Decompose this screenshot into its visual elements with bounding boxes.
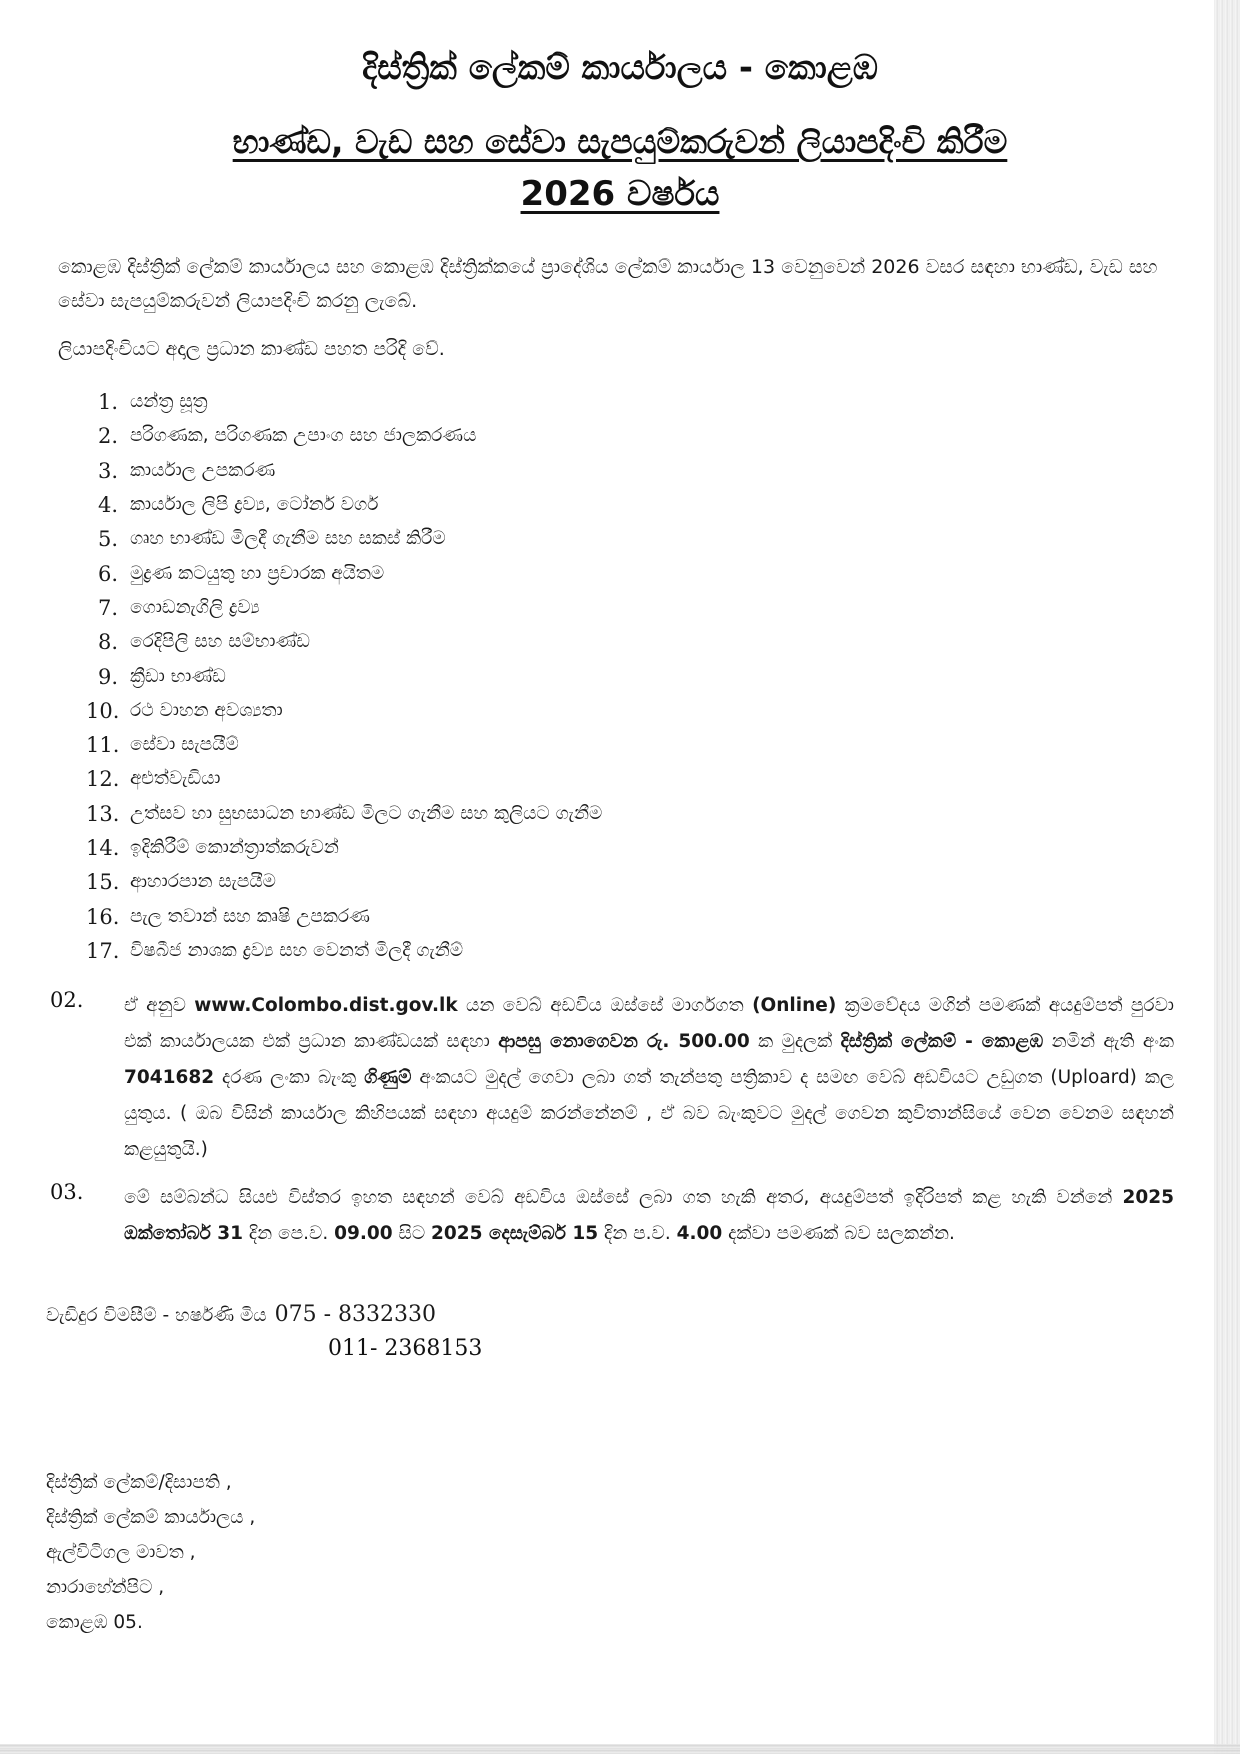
list-item xyxy=(86,385,602,419)
phone-landline: 011- 2368153 xyxy=(328,1336,483,1361)
year-title-text: 2026 වර්ෂය xyxy=(520,174,720,214)
category-label: රථ වාහන අවශ්‍යතා xyxy=(130,699,283,721)
list-item xyxy=(86,659,602,693)
list-item xyxy=(86,556,602,590)
list-item xyxy=(86,591,602,625)
category-number: 9. xyxy=(97,664,118,689)
category-label: සේවා සැපයීම් xyxy=(130,734,239,756)
list-item xyxy=(86,419,602,453)
category-number: 3. xyxy=(97,458,118,483)
category-number: 10. xyxy=(86,698,120,723)
category-label: කාර්යාල ලිපි ද්‍රව්‍ය, ටෝනර් වර්ග xyxy=(130,494,379,516)
address-line: ඇල්විටිගල මාවත , xyxy=(46,1542,196,1563)
section-02-part: යන වෙබ් අඩවිය ඔස්සේ මාර්ගගත xyxy=(457,995,753,1016)
scan-edge-bottom xyxy=(0,1744,1240,1754)
list-item xyxy=(86,728,602,762)
address-line: දිස්ත්‍රික් ලේකම් කාර්යාලය , xyxy=(46,1507,256,1528)
category-number: 8. xyxy=(97,630,118,655)
category-number: 14. xyxy=(86,836,120,860)
category-list xyxy=(86,385,602,968)
intro-paragraph: කොළඹ දිස්ත්‍රික් ලේකම් කාර්යාලය සහ කොළඹ දිස්ත්‍රික්කයේ ප්‍රාදේශිය ලේකම් කාර්යාල 13 වෙනුවෙන් 2026 වසර සඳහා භාණ්ඩ, වැඩ සහ සේවා සැපයුම්කරුවන් ලියාපදිංචි කරනු ලැබේ. xyxy=(58,256,1158,312)
account-type: ගිණුම් xyxy=(364,1067,412,1088)
category-label: කාර්යාල උපකරණ xyxy=(130,459,276,481)
website-link[interactable]: www.Colombo.dist.gov.lk xyxy=(194,995,458,1016)
category-label: උත්සව හා සුභසාධන භාණ්ඩ මිලට ගැනීම සහ කුලියට ගැනීම xyxy=(130,802,603,824)
section-03-part: සිට xyxy=(392,1223,432,1244)
section-03-part: දක්වා පමණක් බව සලකන්න. xyxy=(722,1223,955,1244)
list-item xyxy=(86,762,602,796)
section-03-part: මේ සම්බන්ධ සියළු විස්තර ඉහත සඳහන් වෙබ් අඩවිය ඔස්සේ ලබා ගත හැකි අතර, අයදුම්පත් ඉදිරිපත් කළ හැකි වන්නේ xyxy=(124,1187,1123,1208)
categories-intro: ලියාපදිංචියට අදාල ප්‍රධාන කාණ්ඩ පහත පරිදි වේ. xyxy=(58,338,445,360)
address-block xyxy=(46,1465,255,1640)
phone-mobile: 075 - 8332330 xyxy=(274,1302,436,1327)
section-03-text xyxy=(124,1180,1174,1252)
address-line: නාරාහේන්පිට , xyxy=(46,1577,165,1598)
category-number: 15. xyxy=(86,870,120,895)
list-item xyxy=(86,694,602,728)
section-02-part: ක මුදලක් xyxy=(749,1031,841,1052)
list-item xyxy=(86,522,602,556)
category-label: ගොඩනැගිලි ද්‍රව්‍ය xyxy=(130,596,260,618)
section-03-part: දින ප.ව. xyxy=(598,1223,677,1244)
list-item xyxy=(86,831,602,865)
list-item xyxy=(86,934,602,968)
category-number: 12. xyxy=(86,767,120,792)
category-number: 6. xyxy=(97,561,118,586)
contact-line xyxy=(46,1302,436,1327)
list-item xyxy=(86,488,602,522)
category-number: 1. xyxy=(97,390,118,415)
section-02-text xyxy=(124,988,1174,1168)
start-time: 09.00 xyxy=(334,1223,393,1244)
category-label: පැල තවාන් සහ කෘෂි උපකරණ xyxy=(130,905,370,927)
fee-amount: ආපසු නොගෙවන රු. 500.00 xyxy=(498,1031,750,1052)
section-02-part: නමින් ඇති අංක xyxy=(1043,1031,1174,1052)
contact-label: වැඩිදුර විමසීම් - හර්ෂණි මිය xyxy=(46,1305,267,1326)
category-number: 7. xyxy=(97,595,118,620)
list-item xyxy=(86,454,602,488)
category-number: 16. xyxy=(86,904,120,929)
category-label: පරිගණක, පරිගණක උපාංග සහ ජාලකරණය xyxy=(130,425,477,447)
end-time: 4.00 xyxy=(676,1223,723,1244)
category-label: යන්ත්‍ර සූත්‍ර xyxy=(130,391,208,413)
category-label: විෂබීජ නාශක ද්‍රව්‍ය සහ වෙනත් මිලදී ගැනීම් xyxy=(130,939,464,961)
online-label: (Online) xyxy=(752,995,837,1016)
office-heading: දිස්ත්‍රික් ලේකම් කාර්යාලය - කොළඹ xyxy=(362,48,878,88)
section-02-part: දරණ ලංකා බැංකු xyxy=(214,1067,365,1088)
category-number: 4. xyxy=(97,493,118,518)
category-label: ආහාරපාන සැපයීම xyxy=(130,871,276,893)
section-02-part: අංකයට මුදල් ගෙවා ලබා ගත් තැන්පතු පත්‍රිකාව ද සමඟ වෙබ් අඩවියට උඩුගත (Uploard) කල යුතුය. ( ඔබ විසින් කාර්යාල කිහිපයක් සඳහා අයදුම් කරන්නේනම් , ඒ බව බැංකුවට මුදල් ගෙවන කුවිතාන්සියේ වෙන වෙනම සඳහන් කළයුතුයි.) xyxy=(124,1067,1174,1160)
category-number: 2. xyxy=(97,424,118,449)
list-item xyxy=(86,865,602,899)
category-label: අළුත්වැඩියා xyxy=(130,768,221,790)
category-label: මුද්‍රණ කටයුතු හා ප්‍රචාරක අයිතම xyxy=(130,562,385,584)
section-02-part: ක්‍රමවේදය මගින් පමණක් අයදුම්පත් පුරවා එක් කාර්යාලයක එක් ප්‍රධාන කාණ්ඩයක් සඳහා xyxy=(124,995,1174,1052)
section-02-number: 02. xyxy=(50,988,84,1012)
year-title xyxy=(0,174,1240,214)
category-number: 13. xyxy=(86,801,120,826)
section-03-number: 03. xyxy=(50,1180,84,1204)
end-date: 2025 දෙසැම්බර් 15 xyxy=(431,1223,599,1244)
payee-name: දිස්ත්‍රික් ලේකම් - කොළඹ xyxy=(840,1031,1044,1052)
category-label: ඉදිකිරීම් කොන්ත්‍රාත්කරුවන් xyxy=(130,837,339,858)
category-label: ගෘහ භාණ්ඩ මිලදී ගැනීම සහ සකස් කිරීම xyxy=(130,528,446,550)
registration-title-text: භාණ්ඩ, වැඩ සහ සේවා සැපයුම්කරුවන් ලියාපදිංචි කිරීම xyxy=(232,122,1008,161)
address-line: කොළඹ 05. xyxy=(46,1612,143,1633)
section-02-part: ඒ අනුව xyxy=(124,995,195,1016)
category-label: ක්‍රීඩා භාණ්ඩ xyxy=(130,665,226,687)
category-number: 11. xyxy=(86,733,120,758)
section-03-part: දින පෙ.ව. xyxy=(243,1223,335,1244)
scan-edge-right xyxy=(1214,0,1240,1754)
registration-title xyxy=(0,122,1240,162)
category-label: රෙදිපිලි සහ සම්භාණ්ඩ xyxy=(130,631,310,653)
category-number: 17. xyxy=(86,938,120,963)
list-item xyxy=(86,899,602,933)
start-date: 2025 ඔක්තෝබර් 31 xyxy=(124,1187,1174,1244)
address-line: දිස්ත්‍රික් ලේකම්/දිසාපති , xyxy=(46,1472,232,1493)
account-number: 7041682 xyxy=(124,1067,215,1088)
list-item xyxy=(86,625,602,659)
list-item xyxy=(86,797,602,831)
category-number: 5. xyxy=(97,527,118,552)
